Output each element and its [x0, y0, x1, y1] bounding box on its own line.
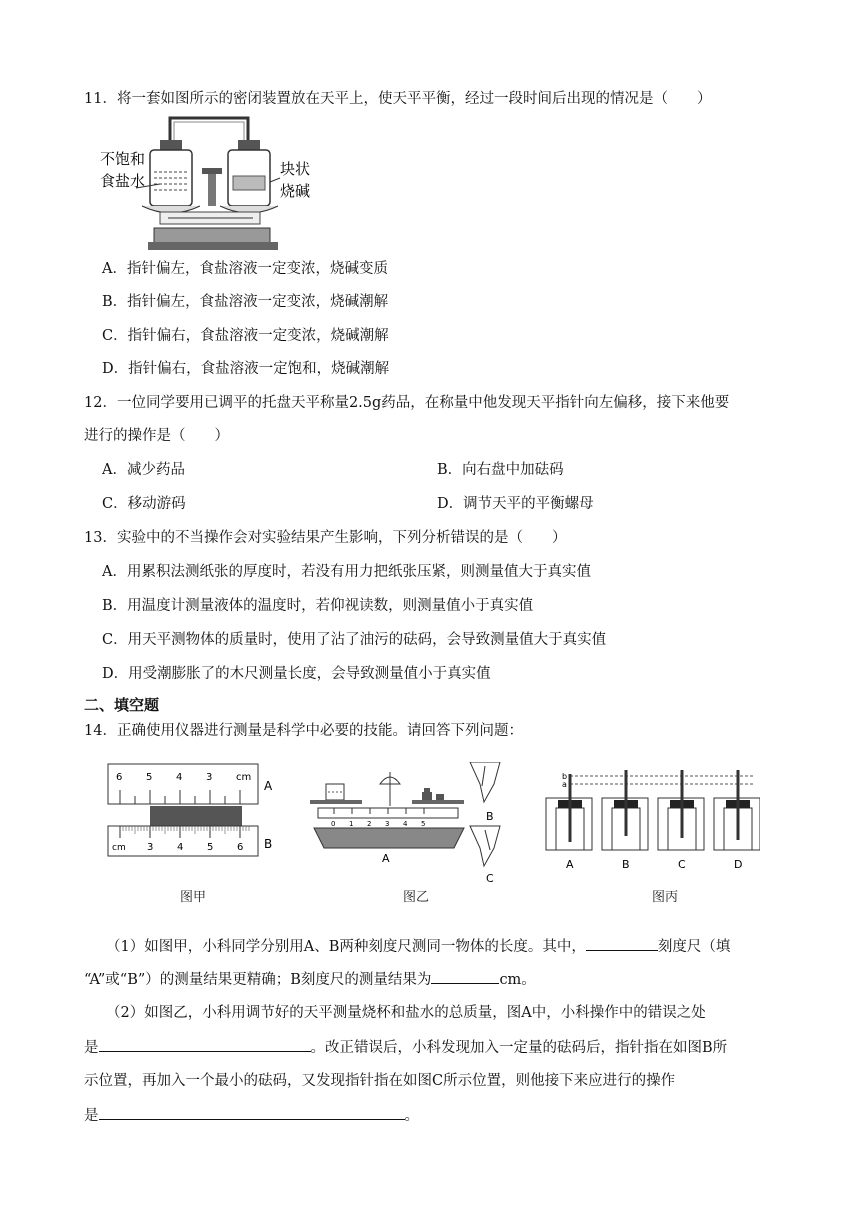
- q12-option-b: B．向右盘中加砝码: [437, 462, 564, 478]
- answer-blank-2[interactable]: [431, 969, 499, 984]
- q14-part2-line3: 示位置，再加入一个最小的砝码，又发现指针指在如图C所示位置，则他接下来应进行的操作: [84, 1073, 676, 1089]
- thermo-label-b: B: [622, 858, 630, 871]
- q14-part2-line1: （2）如图乙，小科用调节好的天平测量烧杯和盐水的总质量，图A中，小科操作中的错误之处: [106, 1005, 706, 1021]
- ruler-b-label: B: [264, 837, 273, 851]
- q12-stem-line1: 12．一位同学要用已调平的托盘天平称量2.5g药品，在称量中他发现天平指针向左偏移，接下来他要: [84, 395, 730, 411]
- scale-tick-3: 3: [385, 820, 390, 828]
- answer-blank-4[interactable]: [99, 1105, 405, 1120]
- q11-label-left-1: 不饱和: [100, 150, 146, 168]
- caption-bing: 图丙: [652, 890, 679, 905]
- scale-tick-0: 0: [331, 820, 336, 828]
- answer-blank-3[interactable]: [99, 1037, 311, 1052]
- q14-p1-text-b: 刻度尺（填: [657, 939, 731, 955]
- q14-part1-line2: [84, 969, 536, 990]
- ruler-b-tick-6: 6: [237, 842, 244, 853]
- scale-tick-1: 1: [349, 820, 354, 828]
- q12-option-d: D．调节天平的平衡螺母: [437, 496, 594, 512]
- q11-figure: [98, 112, 316, 255]
- q11-option-d: D．指针偏右，食盐溶液一定饱和，烧碱潮解: [102, 361, 390, 377]
- q14-p1-text-c: “A”或“B”）的测量结果更精确；B刻度尺的测量结果为: [84, 972, 432, 988]
- q11-stem: 11．将一套如图所示的密闭装置放在天平上，使天平平衡，经过一段时间后出现的情况是（ ）: [84, 91, 712, 107]
- gauge-label-b: B: [486, 810, 494, 823]
- q14-p2-text-c: 。改正错误后，小科发现加入一定量的砝码后，指针指在如图B所: [310, 1040, 728, 1056]
- q11-label-right-1: 块状: [280, 160, 311, 178]
- q11-label-right-2: 烧碱: [280, 182, 311, 200]
- ruler-b-tick-4: 4: [177, 842, 184, 853]
- thermo-label-d: D: [734, 858, 743, 871]
- q14-p2-text-f: 。: [404, 1108, 419, 1124]
- q14-part2-line4: [84, 1105, 419, 1126]
- ruler-a-label: A: [264, 779, 273, 793]
- q14-part1-line1: [106, 936, 730, 957]
- mark-a: a: [562, 780, 567, 789]
- thermo-label-a: A: [566, 858, 574, 871]
- q12-option-c: C．移动游码: [102, 496, 186, 512]
- caption-jia: 图甲: [180, 890, 207, 905]
- balance-label-a: A: [382, 852, 390, 865]
- thermo-label-c: C: [678, 858, 686, 871]
- ruler-a-tick-6: 6: [116, 772, 123, 783]
- q12-option-a: A．减少药品: [102, 462, 185, 478]
- figure-yi-balance: [304, 762, 504, 886]
- figure-jia-rulers: [106, 762, 278, 862]
- scale-tick-2: 2: [367, 820, 372, 828]
- q14-p2-text-b: 是: [84, 1040, 99, 1056]
- section-heading: 二、填空题: [84, 696, 160, 714]
- q11-option-b: B．指针偏左，食盐溶液一定变浓，烧碱潮解: [102, 294, 389, 310]
- q13-option-b: B．用温度计测量液体的温度时，若仰视读数，则测量值小于真实值: [102, 598, 534, 614]
- q11-label-left-2: 食盐水: [100, 172, 146, 190]
- gauge-label-c: C: [486, 872, 494, 885]
- q12-stem-line2: 进行的操作是（ ）: [84, 428, 229, 444]
- answer-blank-1[interactable]: [586, 936, 658, 951]
- ruler-a-tick-4: 4: [176, 772, 183, 783]
- q13-option-d: D．用受潮膨胀了的木尺测量长度，会导致测量值小于真实值: [102, 666, 491, 682]
- q13-stem: 13．实验中的不当操作会对实验结果产生影响，下列分析错误的是（ ）: [84, 530, 567, 546]
- ruler-b-tick-3: 3: [147, 842, 154, 853]
- ruler-a-tick-3: 3: [206, 772, 213, 783]
- q14-part2-line2: [84, 1037, 727, 1058]
- q11-option-c: C．指针偏右，食盐溶液一定变浓，烧碱潮解: [102, 328, 389, 344]
- q14-p2-text-e: 是: [84, 1108, 99, 1124]
- ruler-b-unit: cm: [112, 843, 126, 853]
- q14-p1-text-d: cm。: [499, 972, 536, 988]
- ruler-a-unit: cm: [236, 772, 252, 783]
- q14-p1-text-a: （1）如图甲，小科同学分别用A、B两种刻度尺测同一物体的长度。其中，: [106, 939, 586, 955]
- q11-option-a: A．指针偏左，食盐溶液一定变浓，烧碱变质: [102, 261, 388, 277]
- scale-tick-5: 5: [421, 820, 426, 828]
- mark-b: b: [562, 772, 568, 781]
- q13-option-a: A．用累积法测纸张的厚度时，若没有用力把纸张压紧，则测量值大于真实值: [102, 564, 591, 580]
- ruler-a-tick-5: 5: [146, 772, 153, 783]
- caption-yi: 图乙: [403, 890, 430, 905]
- ruler-b-tick-5: 5: [207, 842, 214, 853]
- figure-bing-thermometers: [540, 766, 760, 876]
- q13-option-c: C．用天平测物体的质量时，使用了沾了油污的砝码，会导致测量值大于真实值: [102, 632, 607, 648]
- scale-tick-4: 4: [403, 820, 408, 828]
- q14-stem: 14．正确使用仪器进行测量是科学中必要的技能。请回答下列问题：: [84, 723, 523, 739]
